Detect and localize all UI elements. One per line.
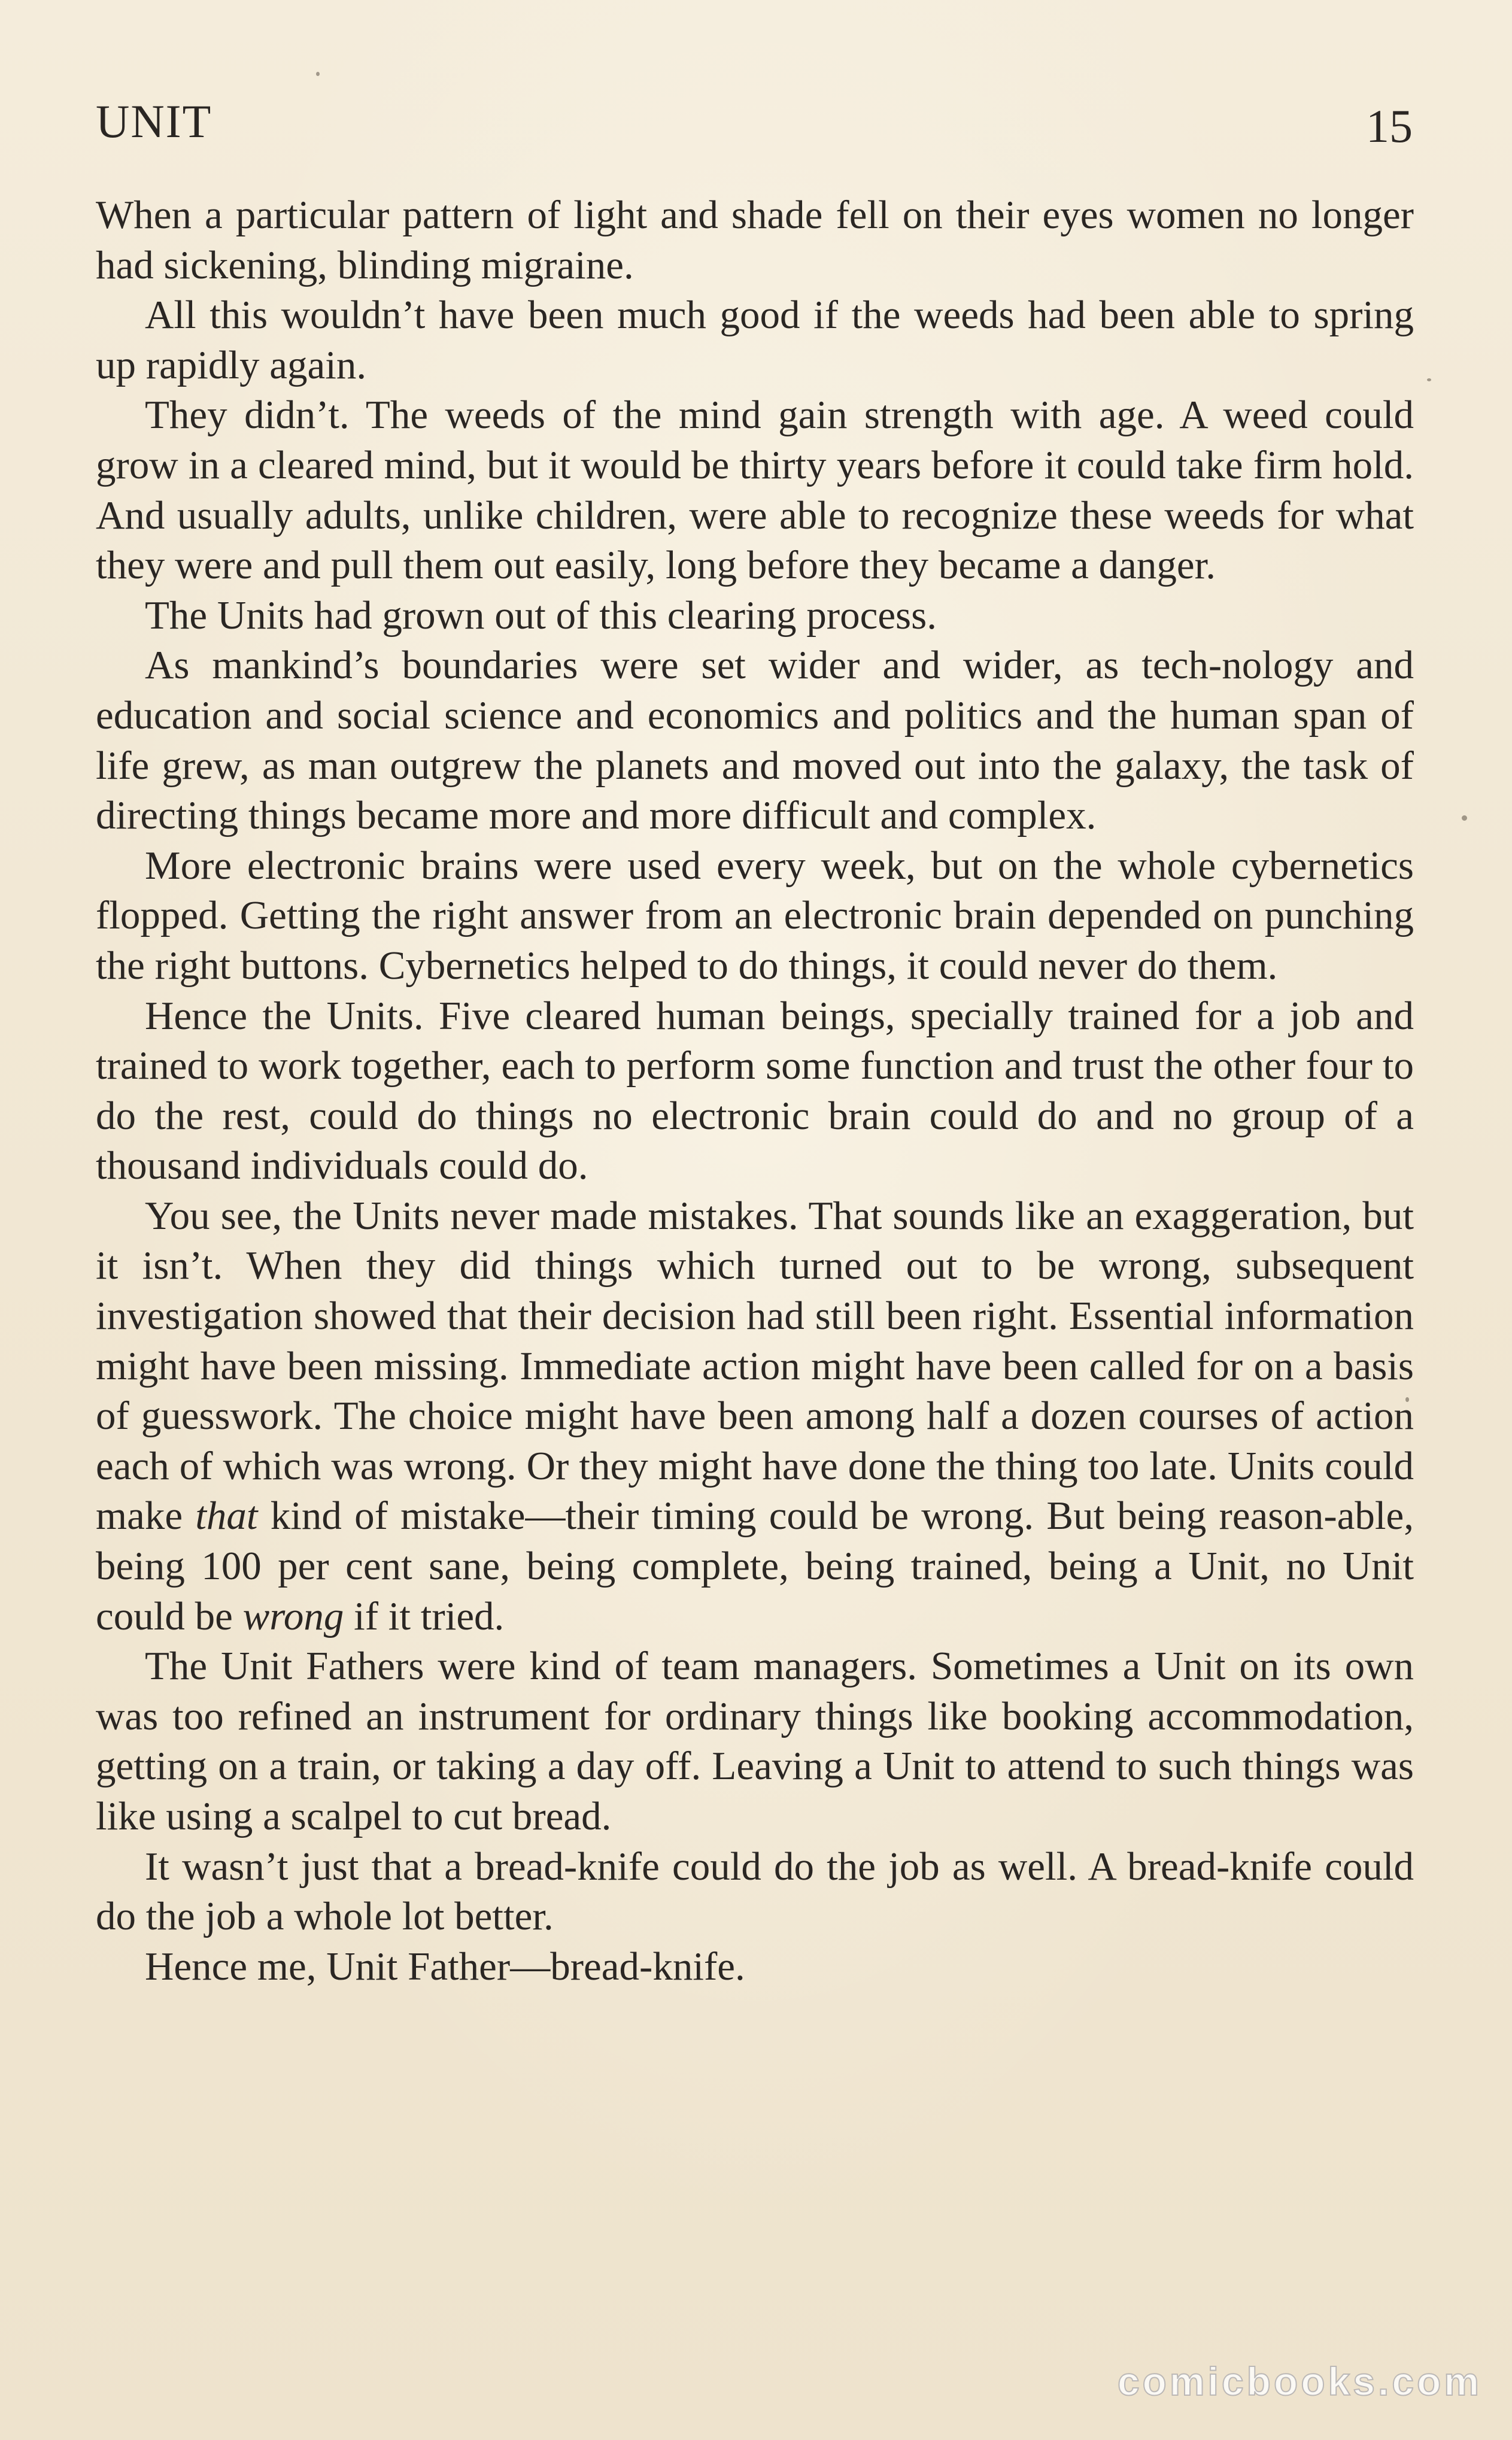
- paragraph-8-part-c: if it tried.: [344, 1594, 505, 1638]
- paragraph-10: It wasn’t just that a bread-knife could do the job as well. A bread-knife could do the job a whole lot better.: [96, 1844, 1414, 1939]
- watermark-logo: comicbooks.com: [1117, 2359, 1482, 2403]
- emphasis-that: that: [195, 1494, 258, 1538]
- paragraph-8: [96, 1191, 1414, 1641]
- page-number: 15: [1366, 100, 1413, 152]
- paragraph-5: As mankind’s boundaries were set wider and wider, as tech-nology and education and social science and economics and politics and the human span of life grew, as man outgrew the planets and moved out into the galaxy, the task of directing things became more and more difficult and complex.: [96, 643, 1414, 838]
- paper-speck: [1462, 815, 1467, 821]
- paragraph-4: The Units had grown out of this clearing process.: [145, 593, 937, 638]
- paper-speck: [1405, 1397, 1409, 1402]
- paragraph-7: Hence the Units. Five cleared human beings, specially trained for a job and trained to work together, each to perform some function and trust the other four to do the rest, could do things no electronic brain could do and no group of a thousand individuals could do.: [96, 993, 1414, 1188]
- paragraph-6: More electronic brains were used every week, but on the whole cybernetics flopped. Getting the right answer from an electronic brain depended on punching the right buttons. Cybernetics helped to do things, it could never do them.: [96, 843, 1414, 988]
- body-text: [96, 190, 1414, 1992]
- paragraph-9: The Unit Fathers were kind of team managers. Sometimes a Unit on its own was too refined an instrument for ordinary things like booking accommodation, getting on a train, or taking a day off. Leaving a Unit to attend to such things was like using a scalpel to cut bread.: [96, 1644, 1414, 1838]
- paragraph-1: When a particular pattern of light and shade fell on their eyes women no longer had sickening, blinding migraine.: [96, 193, 1414, 287]
- paragraph-3: They didn’t. The weeds of the mind gain strength with age. A weed could grow in a cleared mind, but it would be thirty years before it could take firm hold. And usually adults, unlike children, were able to recognize these weeds for what they were and pull them out easily, long before they became a danger.: [96, 393, 1414, 588]
- paper-speck: [1427, 378, 1431, 381]
- paper-speck: [316, 72, 320, 76]
- emphasis-wrong: wrong: [242, 1594, 344, 1638]
- page-header: [96, 89, 1413, 154]
- paragraph-2: All this wouldn’t have been much good if the weeds had been able to spring up rapidly again.: [96, 293, 1414, 387]
- paragraph-11: Hence me, Unit Father—bread-knife.: [145, 1944, 745, 1989]
- running-head: UNIT: [96, 95, 212, 147]
- paragraph-8-part-a: You see, the Units never made mistakes. That sounds like an exaggeration, but it isn’t. When they did things which turned out to be wrong, subsequent investigation showed that their decision had still been right. Essential information might have been missing. Immediate action might have been called for on a basis of guesswork. The choice might have been among half a dozen courses of action each of which was wrong. Or they might have done the thing too late. Units could make: [96, 1193, 1414, 1538]
- paragraph-8-part-b: kind of mistake—their timing could be wrong. But being reason-able, being 100 per cent sane, being complete, being trained, being a Unit, no Unit could be: [96, 1494, 1414, 1638]
